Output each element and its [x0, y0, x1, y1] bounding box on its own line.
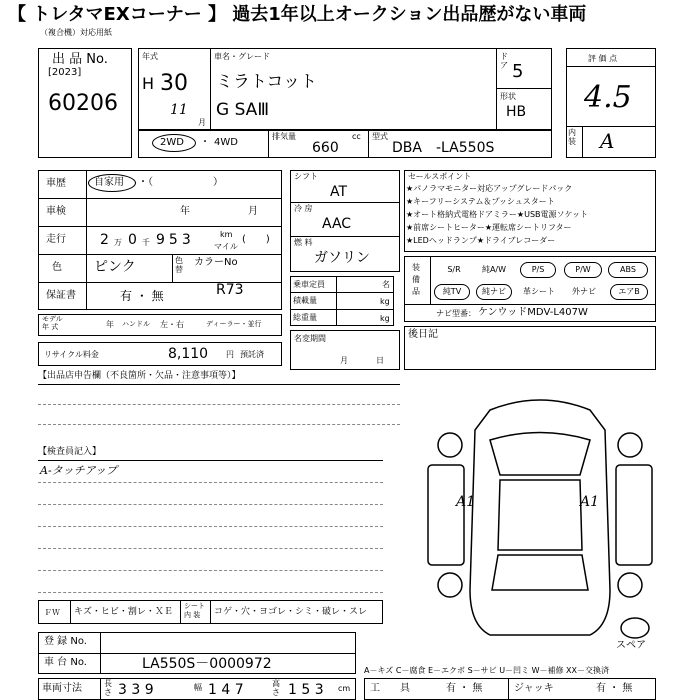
mileage-paren: ( ) [242, 234, 270, 245]
car-roof [498, 480, 582, 550]
lot-label: 出 品 No. [52, 52, 108, 67]
equip-abs: ABS [608, 262, 648, 278]
jack-value: 有 ・ 無 [596, 683, 633, 694]
inspector-note: A-タッチアップ [40, 464, 117, 477]
after-notes-label: 後日記 [408, 329, 438, 340]
seat-label: シート 内 装 [184, 602, 205, 619]
mileage-rest: 953 [156, 232, 195, 248]
name-change-month: 月 [340, 356, 348, 365]
sales-points-label: セールスポイント [408, 172, 472, 181]
model-year-dealer: ディーラー・並行 [206, 320, 262, 328]
name-change-day: 日 [376, 356, 384, 365]
model-name: ミラトコット [216, 72, 317, 92]
spare-label: スペア [616, 640, 646, 651]
model-year-lr: 左・右 [160, 320, 184, 329]
score-value: 4.5 [584, 80, 632, 115]
year-label: 年式 [142, 52, 158, 61]
sales-point-5: ★LEDヘッドランプ★ドライブレコーダー [406, 236, 556, 245]
car-windshield [490, 433, 590, 476]
shaken-year: 年 [180, 206, 190, 217]
sales-point-1: ★パノラマモニター対応アップグレードパック [406, 184, 573, 193]
shaken-month: 月 [248, 206, 258, 217]
equip-alloy: 純A/W [481, 265, 507, 274]
equip-tv: 純TV [434, 284, 470, 300]
history-rest: ・（ ） [138, 177, 223, 188]
year-value: 30 [160, 71, 188, 96]
type-value: -LA550S [436, 140, 495, 156]
model-year-handle: ハンドル [122, 320, 150, 328]
fuel-value: ガソリン [314, 250, 370, 266]
warranty-label: 保証書 [46, 290, 76, 301]
capacity-unit: 名 [382, 280, 390, 289]
type-label: 型式 [372, 132, 388, 141]
tools-label: 工 具 [370, 683, 410, 694]
model-label: 車名・グレード [214, 52, 270, 61]
body-value: HB [506, 104, 527, 120]
spare-tire-shape [621, 618, 649, 638]
mileage-man-unit: 万 [114, 238, 122, 247]
jack-label: ジャッキ [514, 683, 554, 694]
colorno-label: カラーNo [194, 257, 238, 268]
model-year-year: 年 [106, 320, 114, 329]
car-right-side [616, 465, 652, 565]
doors-label: ド ア [500, 52, 508, 70]
equip-pw: P/W [564, 262, 602, 278]
dims-length-label: 長 さ [104, 679, 112, 697]
car-wheel-rr [618, 573, 642, 597]
inspector-label: 【検査員記入】 [38, 447, 102, 457]
model-grade: G SAⅢ [216, 100, 270, 120]
equip-navi: 純ナビ [476, 284, 512, 300]
dims-height: 1 5 3 [288, 682, 324, 698]
recycle-value: 8,110 [168, 346, 209, 362]
reg-no-label: 登 録 No. [44, 636, 87, 647]
colorno-value: R73 [216, 282, 244, 298]
shift-label: シフト [294, 172, 318, 181]
gross-unit: kg [380, 314, 390, 323]
car-wheel-rl [438, 573, 462, 597]
displacement-label: 排気量 [272, 132, 296, 141]
mileage-man: 2 [100, 232, 109, 248]
navi-value: ケンウッドMDV-L407W [478, 307, 588, 318]
equip-leather: 革シート [523, 287, 555, 296]
displacement-unit: cc [352, 132, 361, 141]
dims-height-label: 高 さ [272, 679, 280, 697]
drive-2wd: 2WD [160, 137, 184, 148]
warranty-value: 有 ・ 無 [120, 289, 164, 303]
equip-ext-navi: 外ナビ [572, 287, 596, 296]
equip-ps: P/S [520, 262, 556, 278]
load-label: 積載量 [293, 296, 317, 305]
capacity-label: 乗車定員 [293, 280, 325, 289]
load-unit: kg [380, 297, 390, 306]
model-year-label: モデル 年 式 [42, 315, 63, 331]
seat-items: コゲ・穴・ヨゴレ・シミ・破レ・スレ [214, 607, 368, 617]
car-diagram [420, 390, 660, 650]
dims-width: 1 4 7 [208, 682, 244, 698]
banner: 【 トレタマEXコーナー 】 過去1年以上オークション出品歴がない車両 [8, 4, 587, 25]
lot-number: 60206 [48, 91, 118, 116]
recycle-label: リサイクル料金 [44, 350, 99, 359]
sub-note: （複合機）対応用紙 [40, 28, 112, 37]
equip-airbag: エアB [610, 284, 648, 300]
score-label: 評 価 点 [588, 54, 618, 63]
lot-year-tag: [2023] [48, 67, 82, 78]
gross-label: 総重量 [293, 313, 317, 322]
interior-label: 内 装 [568, 128, 576, 146]
shaken-label: 車検 [46, 206, 66, 217]
fw-label: ＦＷ [44, 608, 60, 617]
name-change-label: 名変期間 [294, 334, 326, 343]
equip-sr: S/R [447, 265, 461, 274]
color-repaint: 色 替 [175, 256, 183, 274]
year-month-unit: 月 [198, 118, 206, 127]
sales-point-3: ★オート格納式電格ドアミラー★USB電源ソケット [406, 210, 589, 219]
year-era: H [142, 74, 155, 93]
car-wheel-fl [438, 433, 462, 457]
tools-value: 有 ・ 無 [446, 683, 483, 694]
year-month: 11 [170, 102, 188, 118]
car-wheel-fr [618, 433, 642, 457]
color-label: 色 [52, 262, 62, 273]
type-prefix: DBA [392, 140, 422, 156]
car-body-outline [470, 400, 610, 635]
recycle-deposit: 預託済 [240, 350, 264, 359]
doors-value: 5 [512, 61, 524, 82]
fuel-label: 燃 料 [294, 238, 313, 247]
chassis-value: LA550S－0000972 [142, 656, 272, 672]
drive-sep: ・ [200, 137, 210, 148]
history-value: 自家用 [94, 177, 124, 188]
mileage-sen: 0 [128, 232, 137, 248]
shift-value: AT [330, 184, 348, 200]
recycle-unit: 円 [226, 350, 234, 359]
damage-mark-right: A1 [580, 494, 600, 510]
dims-unit: cm [338, 684, 351, 693]
chassis-label: 車 台 No. [44, 657, 87, 668]
dims-length: 3 3 9 [118, 682, 154, 698]
displacement-value: 660 [312, 140, 339, 156]
damage-mark-left: A1 [456, 494, 476, 510]
dims-width-label: 幅 [194, 683, 202, 692]
dims-label: 車両寸法 [42, 683, 82, 694]
after-notes-box [404, 326, 656, 370]
damage-legend: A－キズ C－腐食 E－エクボ S－サビ U－凹ミ W－補修 XX－交換済 [364, 666, 610, 675]
sales-point-4: ★前席シートヒーター★運転席シートリフター [406, 223, 572, 232]
sales-point-2: ★キーフリーシステム＆プッシュスタート [406, 197, 555, 206]
mileage-mile: マイル [214, 242, 238, 251]
mileage-sen-unit: 千 [142, 238, 150, 247]
color-value: ピンク [94, 259, 136, 275]
drive-4wd: 4WD [214, 137, 238, 148]
mileage-label: 走行 [46, 234, 66, 245]
ac-value: AAC [322, 216, 352, 232]
mileage-km: km [220, 230, 233, 239]
car-left-side [428, 465, 464, 565]
interior-value: A [600, 129, 615, 153]
equipment-label: 装 備 品 [412, 263, 420, 296]
seller-notes-label: 【出品店申告欄（不良箇所・欠品・注意事項等）】 [38, 371, 241, 381]
car-rear-window [492, 555, 588, 590]
ac-label: 冷 房 [294, 204, 313, 213]
body-label: 形状 [500, 92, 516, 101]
navi-label: ナビ型番： [436, 309, 476, 318]
fw-items: キズ・ヒビ・割レ・ＸＥ [74, 607, 173, 617]
history-label: 車歴 [46, 178, 66, 189]
